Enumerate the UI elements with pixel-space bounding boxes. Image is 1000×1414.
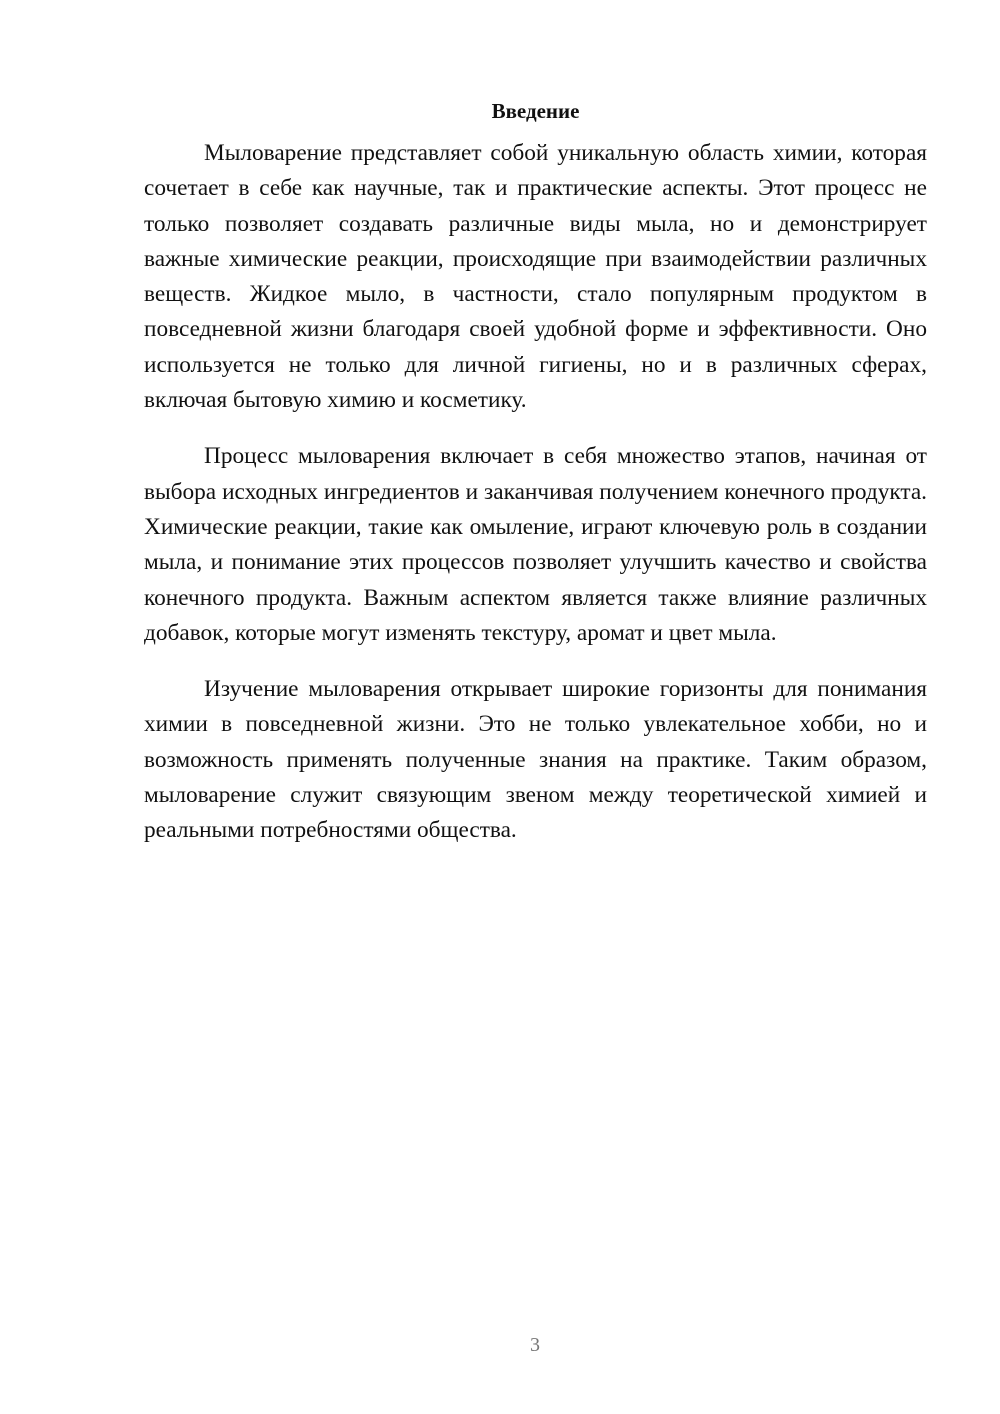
- section-heading: Введение: [491, 99, 580, 123]
- page-number: 3: [530, 1334, 540, 1356]
- paragraph-3: Изучение мыловарения открывает широкие горизонты для понимания химии в повседневной жизни. Это не только увлекательное хобби, но и возможность применять полученные знания на практике. Таким образом, мыловарение служит связующим звеном между теоретической химией и реальными потребностями общества.: [144, 676, 927, 844]
- page-content: [144, 98, 927, 870]
- paragraph-2: Процесс мыловарения включает в себя множество этапов, начиная от выбора исходных ингредиентов и заканчивая получением конечного продукта. Химические реакции, такие как омыление, играют ключевую роль в создании мыла, и понимание этих процессов позволяет улучшить качество и свойства конечного продукта. Важным аспектом является также влияние различных добавок, которые могут изменять текстуру, аромат и цвет мыла.: [144, 443, 927, 646]
- paragraph-1: Мыловарение представляет собой уникальную область химии, которая сочетает в себе как научные, так и практические аспекты. Этот процесс не только позволяет создавать различные виды мыла, но и демонстрирует важные химические реакции, происходящие при взаимодействии различных веществ. Жидкое мыло, в частности, стало популярным продуктом в повседневной жизни благодаря своей удобной форме и эффективности. Оно используется не только для личной гигиены, но и в различных сферах, включая бытовую химию и косметику.: [144, 140, 927, 414]
